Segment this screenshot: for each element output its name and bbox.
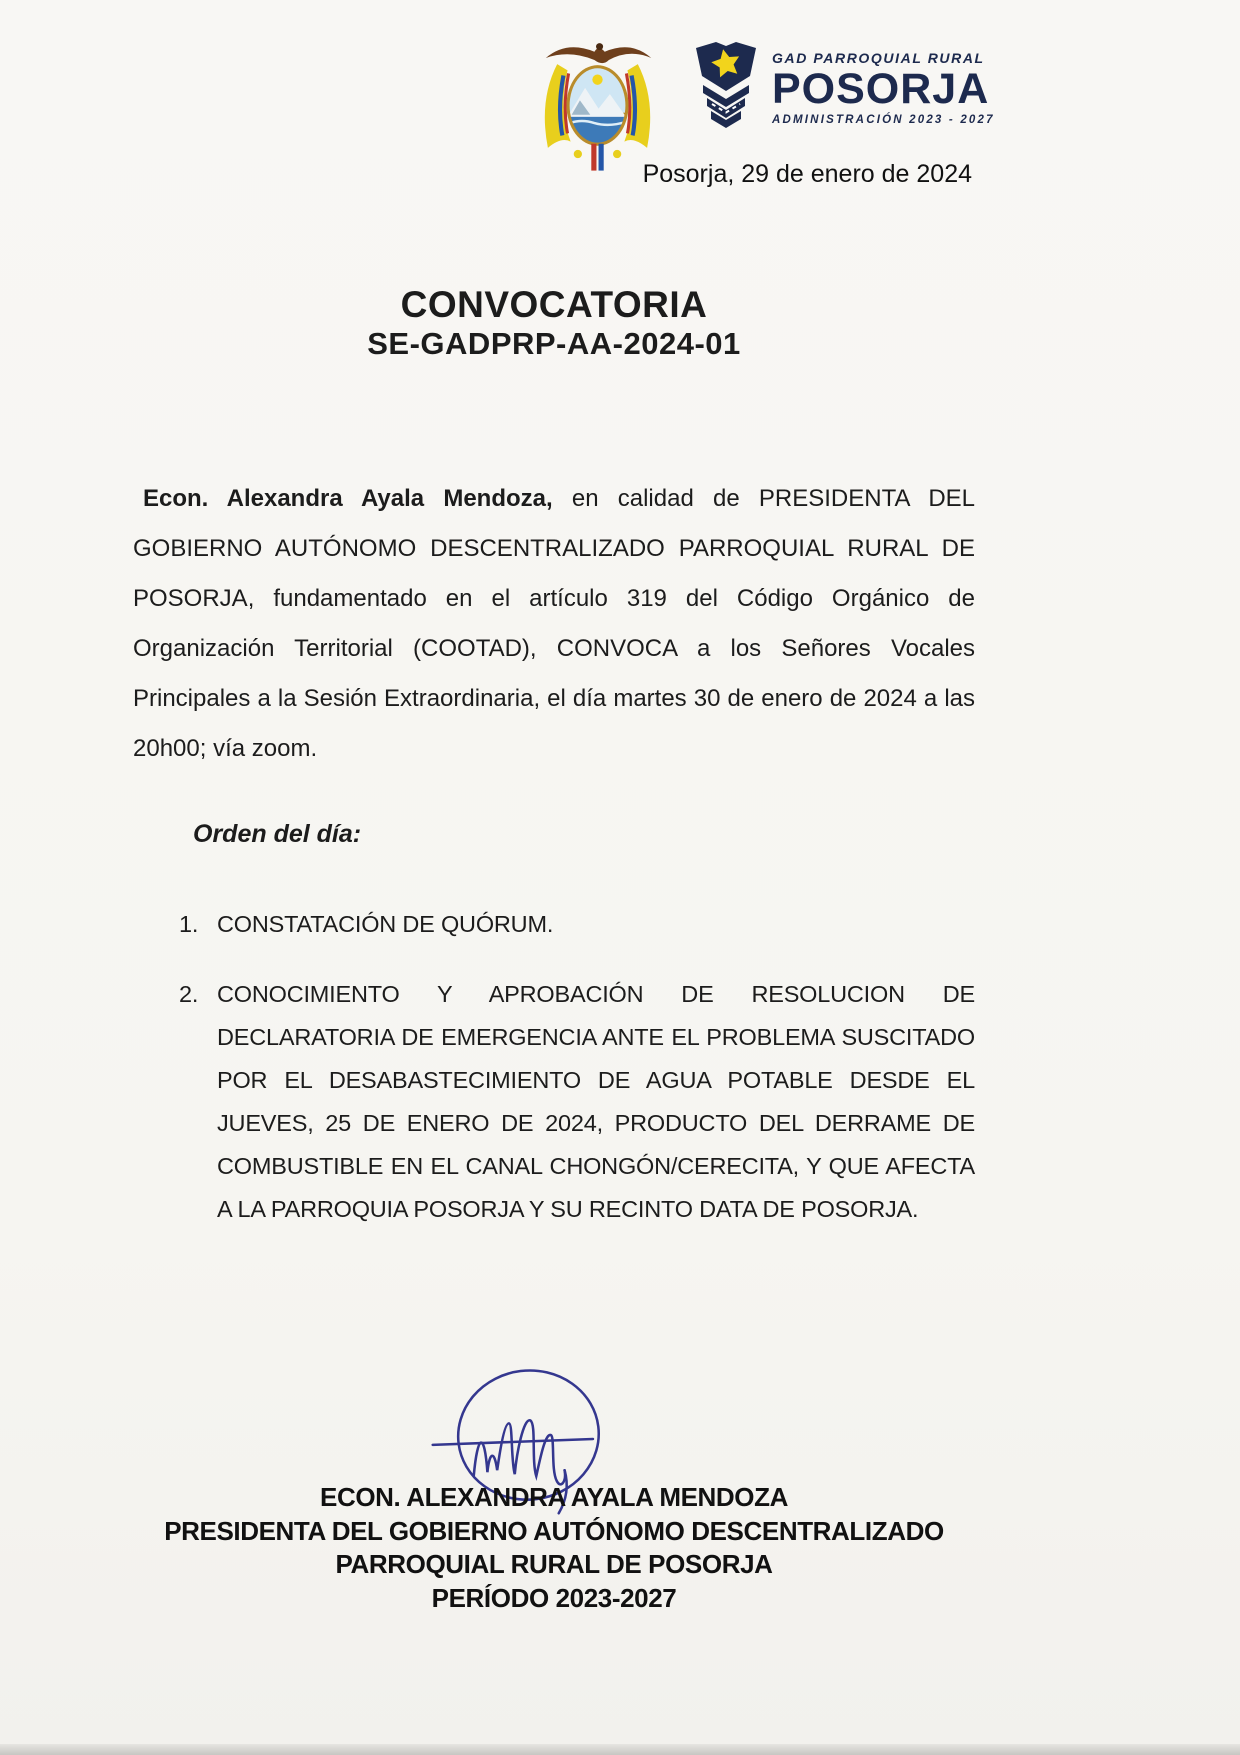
intro-signer-name: Econ. Alexandra Ayala Mendoza, (143, 485, 553, 512)
agenda-item-text: CONSTATACIÓN DE QUÓRUM. (217, 911, 554, 937)
agenda-heading: Orden del día: (193, 820, 362, 848)
signer-title-line2: PARROQUIAL RURAL DE POSORJA (335, 1549, 773, 1579)
intro-paragraph (133, 474, 975, 774)
scan-edge-shadow (0, 1744, 1240, 1755)
document-title: CONVOCATORIA (400, 284, 708, 325)
agenda-item-number: 2. (179, 981, 199, 1007)
document-reference-code: SE-GADPRP-AA-2024-01 (367, 326, 741, 361)
gad-posorja-logo (690, 38, 995, 138)
signer-name: ECON. ALEXANDRA AYALA MENDOZA (320, 1482, 788, 1512)
logo-tagline: GAD PARROQUIAL RURAL (772, 50, 985, 66)
posorja-shield-icon (690, 38, 762, 138)
signer-title-line1: PRESIDENTA DEL GOBIERNO AUTÓNOMO DESCENTRALIZADO (164, 1515, 944, 1546)
letterhead (0, 0, 1240, 200)
intro-paragraph-text: en calidad de PRESIDENTA DEL GOBIERNO AUTÓNOMO DESCENTRALIZADO PARROQUIAL RURAL DE POSORJA, fundamentado en el artículo 319 del Código Orgánico de Organización Territorial (COOTAD), CONVOCA a los Señores Vocales Principales a la Sesión Extraordinaria, el día martes 30 de enero de 2024 a las 20h00; vía zoom. (133, 485, 975, 762)
logo-administration: ADMINISTRACIÓN 2023 - 2027 (772, 114, 995, 126)
ecuador-coat-of-arms-icon (520, 36, 675, 176)
agenda-list (133, 909, 975, 1231)
title-block (133, 284, 975, 362)
gad-logo-text (772, 38, 995, 126)
logo-name: POSORJA (772, 65, 990, 113)
document-date: Posorja, 29 de enero de 2024 (642, 160, 972, 188)
agenda-item (133, 909, 975, 939)
agenda-item-text: CONOCIMIENTO Y APROBACIÓN DE RESOLUCION DE DECLARATORIA DE EMERGENCIA ANTE EL PROBLEMA SUSCITADO POR EL DESABASTECIMIENTO DE AGUA POTABLE DESDE EL JUEVES, 25 DE ENERO DE 2024, PRODUCTO DEL DERRAME DE COMBUSTIBLE EN EL CANAL CHONGÓN/CERECITA, Y QUE AFECTA A LA PARROQUIA POSORJA Y SU RECINTO DATA DE POSORJA. (217, 981, 975, 1222)
signature-block (133, 1481, 975, 1615)
signer-period: PERÍODO 2023-2027 (431, 1582, 677, 1613)
agenda-item (133, 973, 975, 1231)
signature-area (133, 1359, 975, 1497)
document-content (133, 284, 975, 1615)
agenda-item-number: 1. (179, 911, 199, 937)
